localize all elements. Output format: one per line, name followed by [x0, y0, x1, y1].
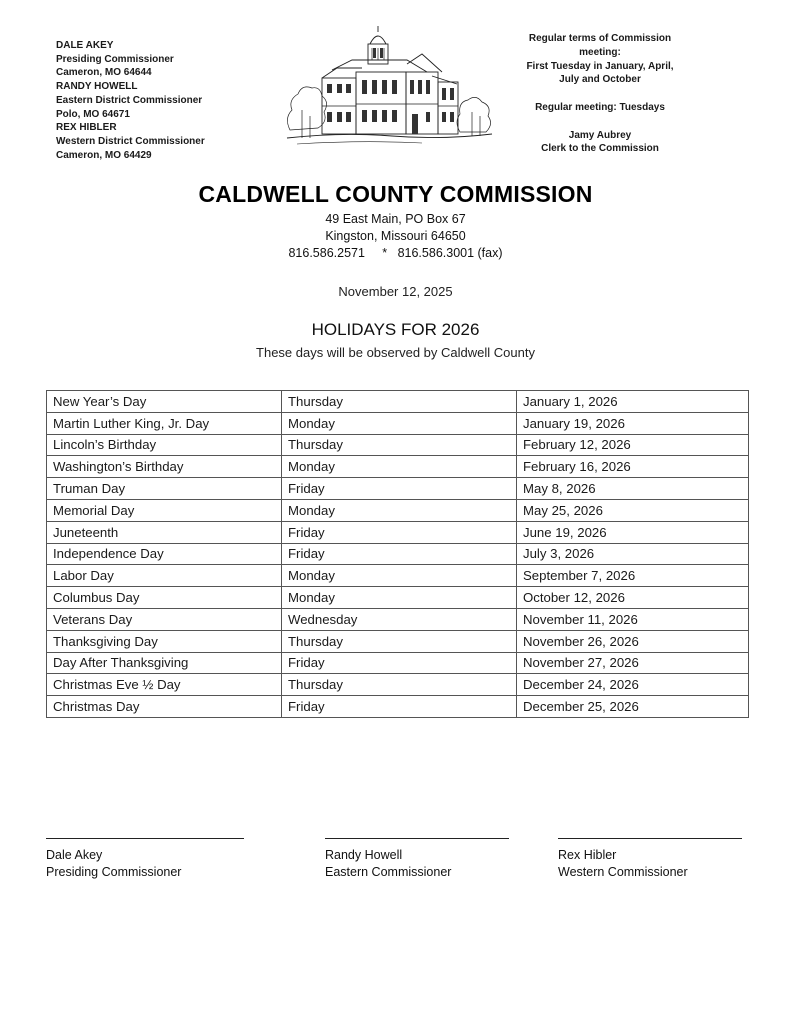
holiday-date-cell: November 27, 2026 — [517, 652, 749, 674]
holiday-weekday-cell: Friday — [282, 521, 517, 543]
holiday-date-cell: July 3, 2026 — [517, 543, 749, 565]
commissioner-title: Eastern District Commissioner — [56, 94, 203, 106]
holiday-weekday-cell: Wednesday — [282, 608, 517, 630]
commissioner-title: Western District Commissioner — [56, 135, 205, 147]
table-row — [47, 608, 749, 630]
commissioner-name: RANDY HOWELL — [56, 81, 138, 93]
meeting-terms-line: Regular terms of Commission — [528, 33, 672, 44]
table-row — [47, 412, 749, 434]
commissioner-location: Cameron, MO 64429 — [56, 149, 152, 161]
holidays-table — [46, 390, 749, 718]
table-row — [47, 391, 749, 413]
holiday-name-cell: Christmas Eve ½ Day — [47, 674, 282, 696]
holidays-subtitle: These days will be observed by Caldwell County — [256, 345, 535, 360]
holiday-date-cell: February 16, 2026 — [517, 456, 749, 478]
courthouse-illustration-icon — [282, 20, 497, 160]
meeting-terms-line: meeting: — [579, 46, 621, 58]
signer-title: Eastern Commissioner — [325, 865, 452, 879]
table-row — [47, 543, 749, 565]
table-row — [47, 478, 749, 500]
holiday-date-cell: May 8, 2026 — [517, 478, 749, 500]
holiday-weekday-cell: Friday — [282, 696, 517, 718]
holiday-date-cell: February 12, 2026 — [517, 434, 749, 456]
commissioner-name: REX HIBLER — [56, 122, 117, 134]
holiday-name-cell: Truman Day — [47, 478, 282, 500]
holiday-weekday-cell: Monday — [282, 412, 517, 434]
holiday-weekday-cell: Monday — [282, 456, 517, 478]
holiday-weekday-cell: Friday — [282, 652, 517, 674]
table-row — [47, 630, 749, 652]
holiday-weekday-cell: Thursday — [282, 630, 517, 652]
signer-name: Rex Hibler — [558, 848, 617, 862]
holiday-name-cell: Independence Day — [47, 543, 282, 565]
holiday-weekday-cell: Friday — [282, 478, 517, 500]
holiday-date-cell: January 1, 2026 — [517, 391, 749, 413]
holiday-name-cell: Thanksgiving Day — [47, 630, 282, 652]
signature-block — [325, 838, 509, 881]
letter-date: November 12, 2025 — [338, 284, 453, 299]
holiday-name-cell: Columbus Day — [47, 587, 282, 609]
regular-meeting: Regular meeting: Tuesdays — [535, 101, 665, 113]
table-row — [47, 565, 749, 587]
commission-title: CALDWELL COUNTY COMMISSION — [198, 181, 593, 207]
holiday-name-cell: Labor Day — [47, 565, 282, 587]
table-row — [47, 521, 749, 543]
signer-name: Dale Akey — [46, 848, 103, 862]
holiday-name-cell: Day After Thanksgiving — [47, 652, 282, 674]
clerk-title: Clerk to the Commission — [541, 143, 659, 155]
holiday-date-cell: January 19, 2026 — [517, 412, 749, 434]
signer-title: Presiding Commissioner — [46, 865, 182, 879]
signature-line — [558, 838, 742, 839]
table-row — [47, 434, 749, 456]
table-row — [47, 456, 749, 478]
meeting-terms-line: July and October — [559, 74, 641, 86]
holiday-name-cell: New Year’s Day — [47, 391, 282, 413]
holiday-weekday-cell: Thursday — [282, 391, 517, 413]
commissioner-location: Polo, MO 64671 — [56, 108, 130, 120]
signature-block — [46, 838, 244, 881]
table-row — [47, 499, 749, 521]
clerk-name: Jamy Aubrey — [568, 129, 632, 141]
holiday-name-cell: Lincoln’s Birthday — [47, 434, 282, 456]
holiday-name-cell: Memorial Day — [47, 499, 282, 521]
holiday-date-cell: October 12, 2026 — [517, 587, 749, 609]
holiday-date-cell: May 25, 2026 — [517, 499, 749, 521]
meeting-info — [510, 32, 690, 156]
phone-line: 816.586.2571 * 816.586.3001 (fax) — [288, 246, 503, 260]
holiday-date-cell: June 19, 2026 — [517, 521, 749, 543]
holiday-weekday-cell: Thursday — [282, 434, 517, 456]
table-row — [47, 587, 749, 609]
holiday-name-cell: Juneteenth — [47, 521, 282, 543]
commissioner-title: Presiding Commissioner — [56, 53, 174, 65]
commissioner-name: DALE AKEY — [56, 40, 114, 51]
holiday-weekday-cell: Monday — [282, 499, 517, 521]
meeting-terms-line: First Tuesday in January, April, — [526, 60, 674, 72]
holiday-name-cell: Martin Luther King, Jr. Day — [47, 412, 282, 434]
holiday-weekday-cell: Thursday — [282, 674, 517, 696]
table-row — [47, 674, 749, 696]
signature-line — [46, 838, 244, 839]
address-line: Kingston, Missouri 64650 — [325, 229, 466, 243]
signer-name: Randy Howell — [325, 848, 403, 862]
table-row — [47, 696, 749, 718]
holiday-date-cell: December 25, 2026 — [517, 696, 749, 718]
holiday-weekday-cell: Monday — [282, 587, 517, 609]
holidays-title: HOLIDAYS FOR 2026 — [311, 320, 480, 339]
holiday-weekday-cell: Friday — [282, 543, 517, 565]
table-row — [47, 652, 749, 674]
signer-title: Western Commissioner — [558, 865, 688, 879]
holiday-date-cell: November 11, 2026 — [517, 608, 749, 630]
holiday-date-cell: December 24, 2026 — [517, 674, 749, 696]
holiday-name-cell: Washington’s Birthday — [47, 456, 282, 478]
signature-block — [558, 838, 742, 881]
commissioner-location: Cameron, MO 64644 — [56, 67, 152, 79]
address-line: 49 East Main, PO Box 67 — [325, 212, 466, 226]
holiday-name-cell: Veterans Day — [47, 608, 282, 630]
signature-line — [325, 838, 509, 839]
holiday-date-cell: September 7, 2026 — [517, 565, 749, 587]
holiday-name-cell: Christmas Day — [47, 696, 282, 718]
holiday-weekday-cell: Monday — [282, 565, 517, 587]
holiday-date-cell: November 26, 2026 — [517, 630, 749, 652]
commissioners-header — [56, 39, 205, 162]
